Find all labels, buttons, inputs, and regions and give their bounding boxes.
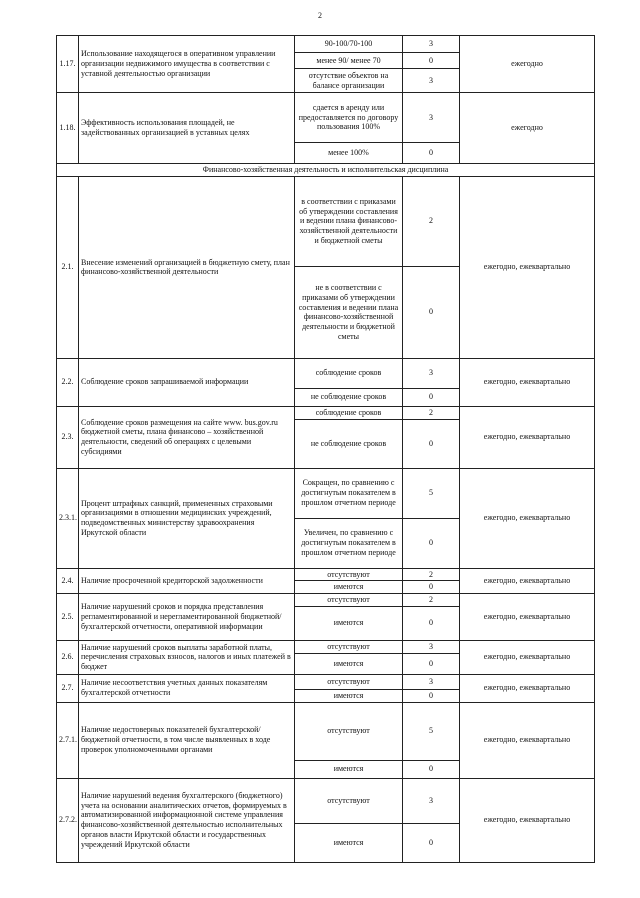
row-description: Наличие недостоверных показателей бухгалтерской/бюджетной отчетности, в том числе выявленных в ходе проверок уполномоченными органами: [79, 702, 295, 778]
table-row: [57, 468, 595, 518]
row-description: Наличие нарушений сроков выплаты заработной платы, перечисления страховых взносов, налогов и иных платежей в бюджет: [79, 640, 295, 674]
table-row: [57, 93, 595, 143]
criterion-score: 0: [403, 823, 460, 862]
criterion-score: 0: [403, 143, 460, 164]
row-periodicity: ежегодно, ежеквартально: [460, 176, 595, 358]
row-number: 2.7.2.: [57, 778, 79, 862]
row-periodicity: ежегодно, ежеквартально: [460, 674, 595, 702]
row-number: 2.2.: [57, 358, 79, 406]
table-row: [57, 568, 595, 581]
criterion-label: Увеличен, по сравнению с достигнутым показателем в прошлом отчетном периоде: [295, 518, 403, 568]
criterion-score: 5: [403, 468, 460, 518]
criterion-score: 0: [403, 266, 460, 358]
row-description: Использование находящегося в оперативном управлении организации недвижимого имущества в соответствии с уставной деятельностью организации: [79, 36, 295, 93]
row-number: 2.3.1.: [57, 468, 79, 568]
row-number: 2.6.: [57, 640, 79, 674]
criterion-label: отсутствуют: [295, 778, 403, 823]
criterion-score: 3: [403, 358, 460, 388]
criterion-label: имеются: [295, 689, 403, 702]
criterion-label: 90-100/70-100: [295, 36, 403, 53]
criterion-label: Сокращен, по сравнению с достигнутым показателем в прошлом отчетном периоде: [295, 468, 403, 518]
row-number: 2.4.: [57, 568, 79, 594]
table-row: [57, 358, 595, 388]
row-description: Наличие просроченной кредиторской задолженности: [79, 568, 295, 594]
row-number: 2.1.: [57, 176, 79, 358]
row-description: Наличие нарушений сроков и порядка представления регламентированной и нерегламентированной бюджетной/бухгалтерской отчетности, оперативной информации: [79, 594, 295, 641]
criterion-label: не соблюдение сроков: [295, 388, 403, 406]
row-number: 1.17.: [57, 36, 79, 93]
row-periodicity: ежегодно, ежеквартально: [460, 358, 595, 406]
criterion-score: 2: [403, 406, 460, 419]
criterion-label: не в соответствии с приказами об утверждении составления и ведении плана финансово-хозяйственной деятельности и бюджетной сметы: [295, 266, 403, 358]
row-periodicity: ежегодно, ежеквартально: [460, 778, 595, 862]
row-periodicity: ежегодно, ежеквартально: [460, 640, 595, 674]
row-number: 2.7.: [57, 674, 79, 702]
row-description: Соблюдение сроков размещения на сайте www. bus.gov.ru бюджетной сметы, плана финансово – хозяйственной деятельности, сведений об операциях с целевыми субсидиями: [79, 406, 295, 468]
criterion-label: отсутствуют: [295, 568, 403, 581]
criterion-score: 3: [403, 93, 460, 143]
criterion-score: 2: [403, 594, 460, 607]
row-number: 2.5.: [57, 594, 79, 641]
criterion-label: отсутствуют: [295, 702, 403, 760]
criterion-score: 3: [403, 69, 460, 93]
row-periodicity: ежегодно, ежеквартально: [460, 702, 595, 778]
row-description: Наличие несоответствия учетных данных показателям бухгалтерской отчетности: [79, 674, 295, 702]
criterion-score: 0: [403, 518, 460, 568]
criterion-score: 0: [403, 760, 460, 778]
row-description: Процент штрафных санкций, примененных страховыми организациями в отношении медицинских учреждений, подведомственных министерству здравоохранения Иркутской области: [79, 468, 295, 568]
criterion-score: 0: [403, 653, 460, 674]
row-number: 2.7.1.: [57, 702, 79, 778]
row-periodicity: ежегодно: [460, 93, 595, 164]
table-row: [57, 640, 595, 653]
section-row: [57, 164, 595, 177]
criterion-score: 5: [403, 702, 460, 760]
criterion-score: 0: [403, 606, 460, 640]
row-periodicity: ежегодно: [460, 36, 595, 93]
criterion-label: отсутствуют: [295, 594, 403, 607]
criterion-score: 3: [403, 36, 460, 53]
criterion-label: имеются: [295, 606, 403, 640]
criterion-label: имеются: [295, 760, 403, 778]
criterion-label: имеются: [295, 823, 403, 862]
criterion-label: менее 90/ менее 70: [295, 53, 403, 69]
row-periodicity: ежегодно, ежеквартально: [460, 568, 595, 594]
criterion-score: 0: [403, 388, 460, 406]
criterion-label: менее 100%: [295, 143, 403, 164]
criterion-label: соблюдение сроков: [295, 406, 403, 419]
criterion-label: не соблюдение сроков: [295, 419, 403, 468]
criterion-label: имеются: [295, 653, 403, 674]
table-row: [57, 674, 595, 689]
row-number: 2.3.: [57, 406, 79, 468]
row-periodicity: ежегодно, ежеквартально: [460, 594, 595, 641]
row-description: Эффективность использования площадей, не задействованных организацией в уставных целях: [79, 93, 295, 164]
table-row: [57, 594, 595, 607]
row-description: Соблюдение сроков запрашиваемой информации: [79, 358, 295, 406]
criterion-score: 0: [403, 689, 460, 702]
section-title: Финансово-хозяйственная деятельность и исполнительская дисциплина: [57, 164, 595, 177]
criterion-label: отсутствуют: [295, 674, 403, 689]
row-number: 1.18.: [57, 93, 79, 164]
row-periodicity: ежегодно, ежеквартально: [460, 468, 595, 568]
criterion-label: в соответствии с приказами об утверждении составления и ведении плана финансово-хозяйственной деятельности и бюджетной сметы: [295, 176, 403, 266]
criterion-label: сдается в аренду или предоставляется по договору пользования 100%: [295, 93, 403, 143]
criterion-score: 2: [403, 176, 460, 266]
row-description: Наличие нарушений ведения бухгалтерского (бюджетного) учета на основании аналитических отчетов, формируемых в автоматизированной информационной системе управления финансово-хозяйственной деятельностью исполнительных органов власти Иркутской области и государственных учреждений Иркутской области: [79, 778, 295, 862]
criterion-score: 3: [403, 674, 460, 689]
table-row: [57, 778, 595, 823]
page-number: 2: [318, 11, 322, 20]
criterion-score: 0: [403, 581, 460, 594]
criterion-score: 0: [403, 53, 460, 69]
table-row: [57, 176, 595, 266]
criterion-score: 0: [403, 419, 460, 468]
criterion-score: 2: [403, 568, 460, 581]
criterion-label: отсутствуют: [295, 640, 403, 653]
criterion-score: 3: [403, 778, 460, 823]
row-periodicity: ежегодно, ежеквартально: [460, 406, 595, 468]
criterion-label: соблюдение сроков: [295, 358, 403, 388]
table-row: [57, 406, 595, 419]
criteria-table: [56, 35, 595, 863]
criterion-label: имеются: [295, 581, 403, 594]
criterion-score: 3: [403, 640, 460, 653]
criterion-label: отсутствие объектов на балансе организации: [295, 69, 403, 93]
row-description: Внесение изменений организацией в бюджетную смету, план финансово-хозяйственной деятельности: [79, 176, 295, 358]
table-row: [57, 702, 595, 760]
table-row: [57, 36, 595, 53]
